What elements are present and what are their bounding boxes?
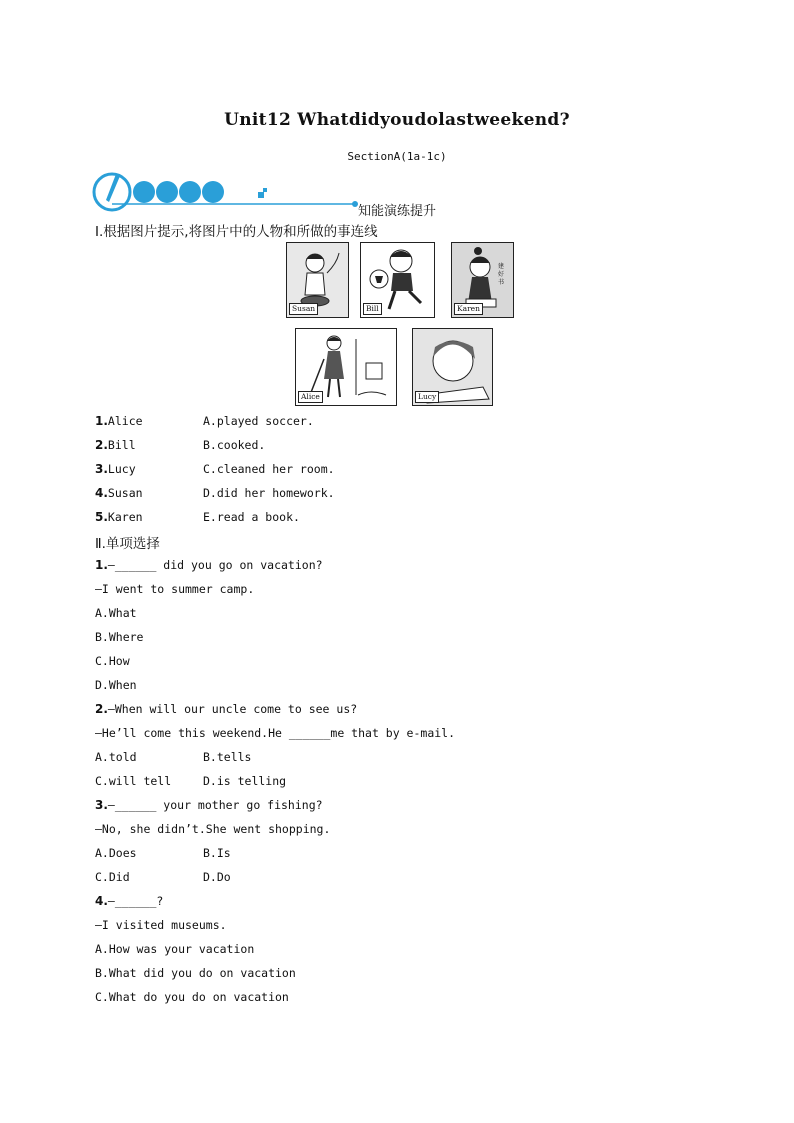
option-4c: C.What do you do on vacation bbox=[95, 990, 289, 1004]
picture-label: Alice bbox=[298, 391, 323, 403]
option-3d: D.Do bbox=[203, 870, 231, 884]
part2-heading: Ⅱ.单项选择 bbox=[95, 536, 160, 552]
option-1a: A.What bbox=[95, 606, 137, 620]
page-title: Unit12 Whatdidyoudolastweekend? bbox=[224, 110, 570, 130]
option-3c: C.Did bbox=[95, 870, 130, 884]
picture-label: Susan bbox=[289, 303, 318, 315]
match-item: 4.Susan bbox=[95, 486, 143, 500]
answer-4: —I visited museums. bbox=[95, 918, 227, 932]
option-1d: D.When bbox=[95, 678, 137, 692]
option-3b: B.Is bbox=[203, 846, 231, 860]
answer-2: —He’ll come this weekend.He ______me that by e-mail. bbox=[95, 726, 456, 740]
answer-3: —No, she didn’t.She went shopping. bbox=[95, 822, 331, 836]
brush-icon bbox=[106, 174, 120, 202]
option-4b: B.What did you do on vacation bbox=[95, 966, 296, 980]
match-item: 5.Karen bbox=[95, 510, 143, 524]
match-option: A.played soccer. bbox=[203, 414, 314, 428]
match-option: B.cooked. bbox=[203, 438, 266, 452]
picture-alice bbox=[295, 328, 397, 406]
picture-lucy bbox=[412, 328, 493, 406]
option-1c: C.How bbox=[95, 654, 130, 668]
picture-bill bbox=[360, 242, 435, 318]
banner-text: 知能演练提升 bbox=[358, 204, 437, 219]
question-1: 1.—______ did you go on vacation? bbox=[95, 558, 323, 572]
match-option: C.cleaned her room. bbox=[203, 462, 335, 476]
match-item: 2.Bill bbox=[95, 438, 136, 452]
option-2c: C.will tell bbox=[95, 774, 172, 788]
picture-label: Lucy bbox=[415, 391, 439, 403]
match-item: 3.Lucy bbox=[95, 462, 136, 476]
option-3a: A.Does bbox=[95, 846, 137, 860]
match-item: 1.Alice bbox=[95, 414, 143, 428]
option-2b: B.tells bbox=[203, 750, 252, 764]
question-3: 3.—______ your mother go fishing? bbox=[95, 798, 323, 812]
option-2d: D.is telling bbox=[203, 774, 287, 788]
match-option: D.did her homework. bbox=[203, 486, 335, 500]
section-subtitle: SectionA(1a-1c) bbox=[347, 150, 447, 163]
picture-sign: 建好书 bbox=[498, 263, 505, 286]
option-2a: A.told bbox=[95, 750, 137, 764]
answer-1: —I went to summer camp. bbox=[95, 582, 255, 596]
picture-karen bbox=[451, 242, 514, 318]
picture-susan bbox=[286, 242, 349, 318]
option-1b: B.Where bbox=[95, 630, 144, 644]
part1-heading: Ⅰ.根据图片提示,将图片中的人物和所做的事连线 bbox=[95, 224, 378, 240]
picture-label: Karen bbox=[454, 303, 483, 315]
match-option: E.read a book. bbox=[203, 510, 300, 524]
option-4a: A.How was your vacation bbox=[95, 942, 255, 956]
question-2: 2.—When will our uncle come to see us? bbox=[95, 702, 358, 716]
picture-label: Bill bbox=[363, 303, 382, 315]
question-4: 4.—______? bbox=[95, 894, 164, 908]
